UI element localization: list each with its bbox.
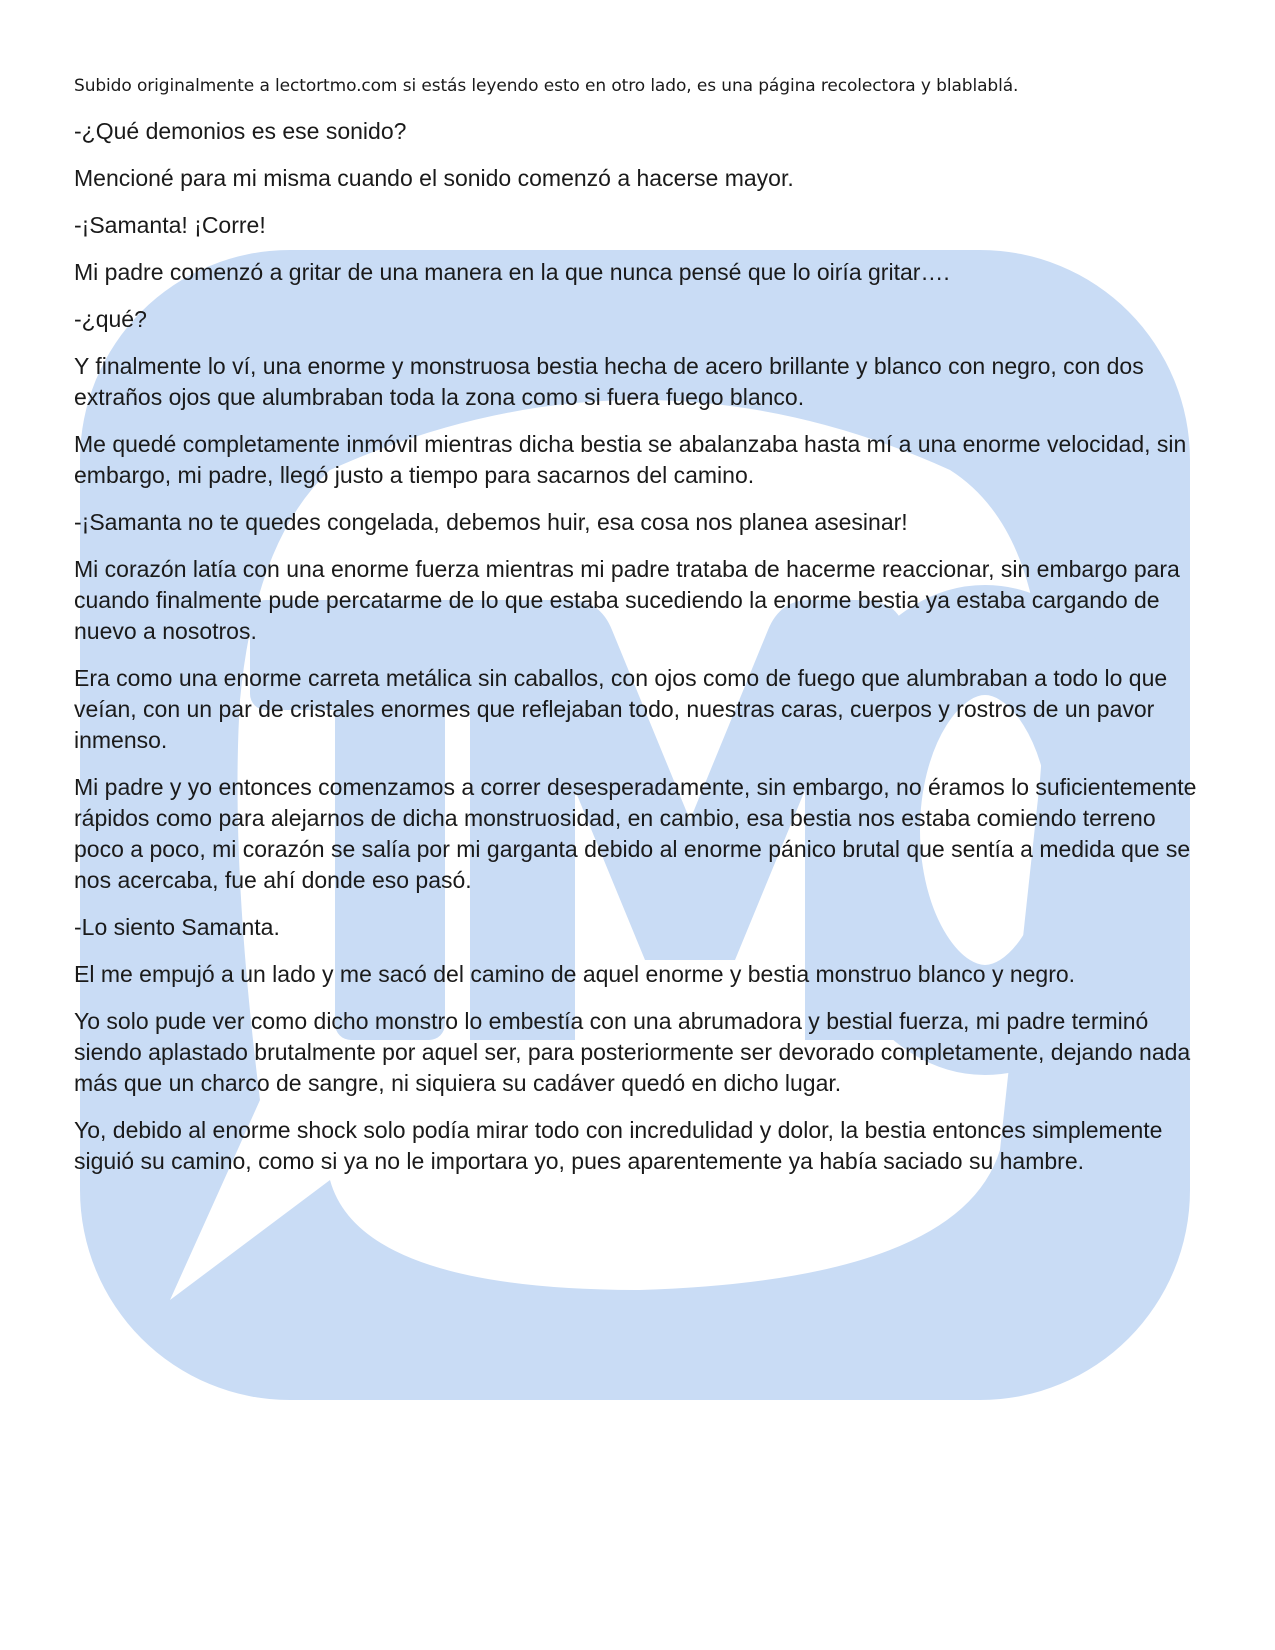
story-paragraph: Yo solo pude ver como dicho monstro lo embestía con una abrumadora y bestial fuerza, mi padre terminó siendo aplastado brutalmente por aquel ser, para posteriormente ser devorado completamente, dejando nada más que un charco de sangre, ni siquiera su cadáver quedó en dicho lugar.: [74, 1008, 1191, 1096]
story-paragraph: Mi padre comenzó a gritar de una manera en la que nunca pensé que lo oiría gritar….: [74, 259, 950, 285]
story-body: [74, 116, 1204, 1177]
upload-source-note: Subido originalmente a lectortmo.com si estás leyendo esto en otro lado, es una página recolectora y blablablá.: [74, 76, 1019, 96]
story-paragraph: Me quedé completamente inmóvil mientras dicha bestia se abalanzaba hasta mí a una enorme velocidad, sin embargo, mi padre, llegó justo a tiempo para sacarnos del camino.: [74, 431, 1187, 488]
story-paragraph: Mi corazón latía con una enorme fuerza mientras mi padre trataba de hacerme reaccionar, sin embargo para cuando finalmente pude percatarme de lo que estaba sucediendo la enorme bestia ya estaba cargando de nuevo a nosotros.: [74, 556, 1180, 644]
story-paragraph: Yo, debido al enorme shock solo podía mirar todo con incredulidad y dolor, la bestia entonces simplemente siguió su camino, como si ya no le importara yo, pues aparentemente ya había saciado su hambre.: [74, 1117, 1163, 1174]
story-paragraph: -¿Qué demonios es ese sonido?: [74, 118, 407, 144]
story-paragraph: -¡Samanta! ¡Corre!: [74, 212, 266, 238]
story-paragraph: El me empujó a un lado y me sacó del camino de aquel enorme y bestia monstruo blanco y negro.: [74, 961, 1076, 987]
story-paragraph: Era como una enorme carreta metálica sin caballos, con ojos como de fuego que alumbraban a todo lo que veían, con un par de cristales enormes que reflejaban todo, nuestras caras, cuerpos y rostros de un pavor inmenso.: [74, 665, 1168, 753]
story-paragraph: Mencioné para mi misma cuando el sonido comenzó a hacerse mayor.: [74, 165, 794, 191]
story-paragraph: Mi padre y yo entonces comenzamos a correr desesperadamente, sin embargo, no éramos lo suficientemente rápidos como para alejarnos de dicha monstruosidad, en cambio, esa bestia nos estaba comiendo terreno poco a poco, mi corazón se salía por mi garganta debido al enorme pánico brutal que sentía a medida que se nos acercaba, fue ahí donde eso pasó.: [74, 774, 1197, 893]
story-paragraph: -Lo siento Samanta.: [74, 914, 280, 940]
story-paragraph: Y finalmente lo ví, una enorme y monstruosa bestia hecha de acero brillante y blanco con negro, con dos extraños ojos que alumbraban toda la zona como si fuera fuego blanco.: [74, 353, 1144, 410]
story-paragraph: -¡Samanta no te quedes congelada, debemos huir, esa cosa nos planea asesinar!: [74, 509, 908, 535]
story-paragraph: -¿qué?: [74, 306, 147, 332]
document-page: [74, 74, 1204, 1193]
